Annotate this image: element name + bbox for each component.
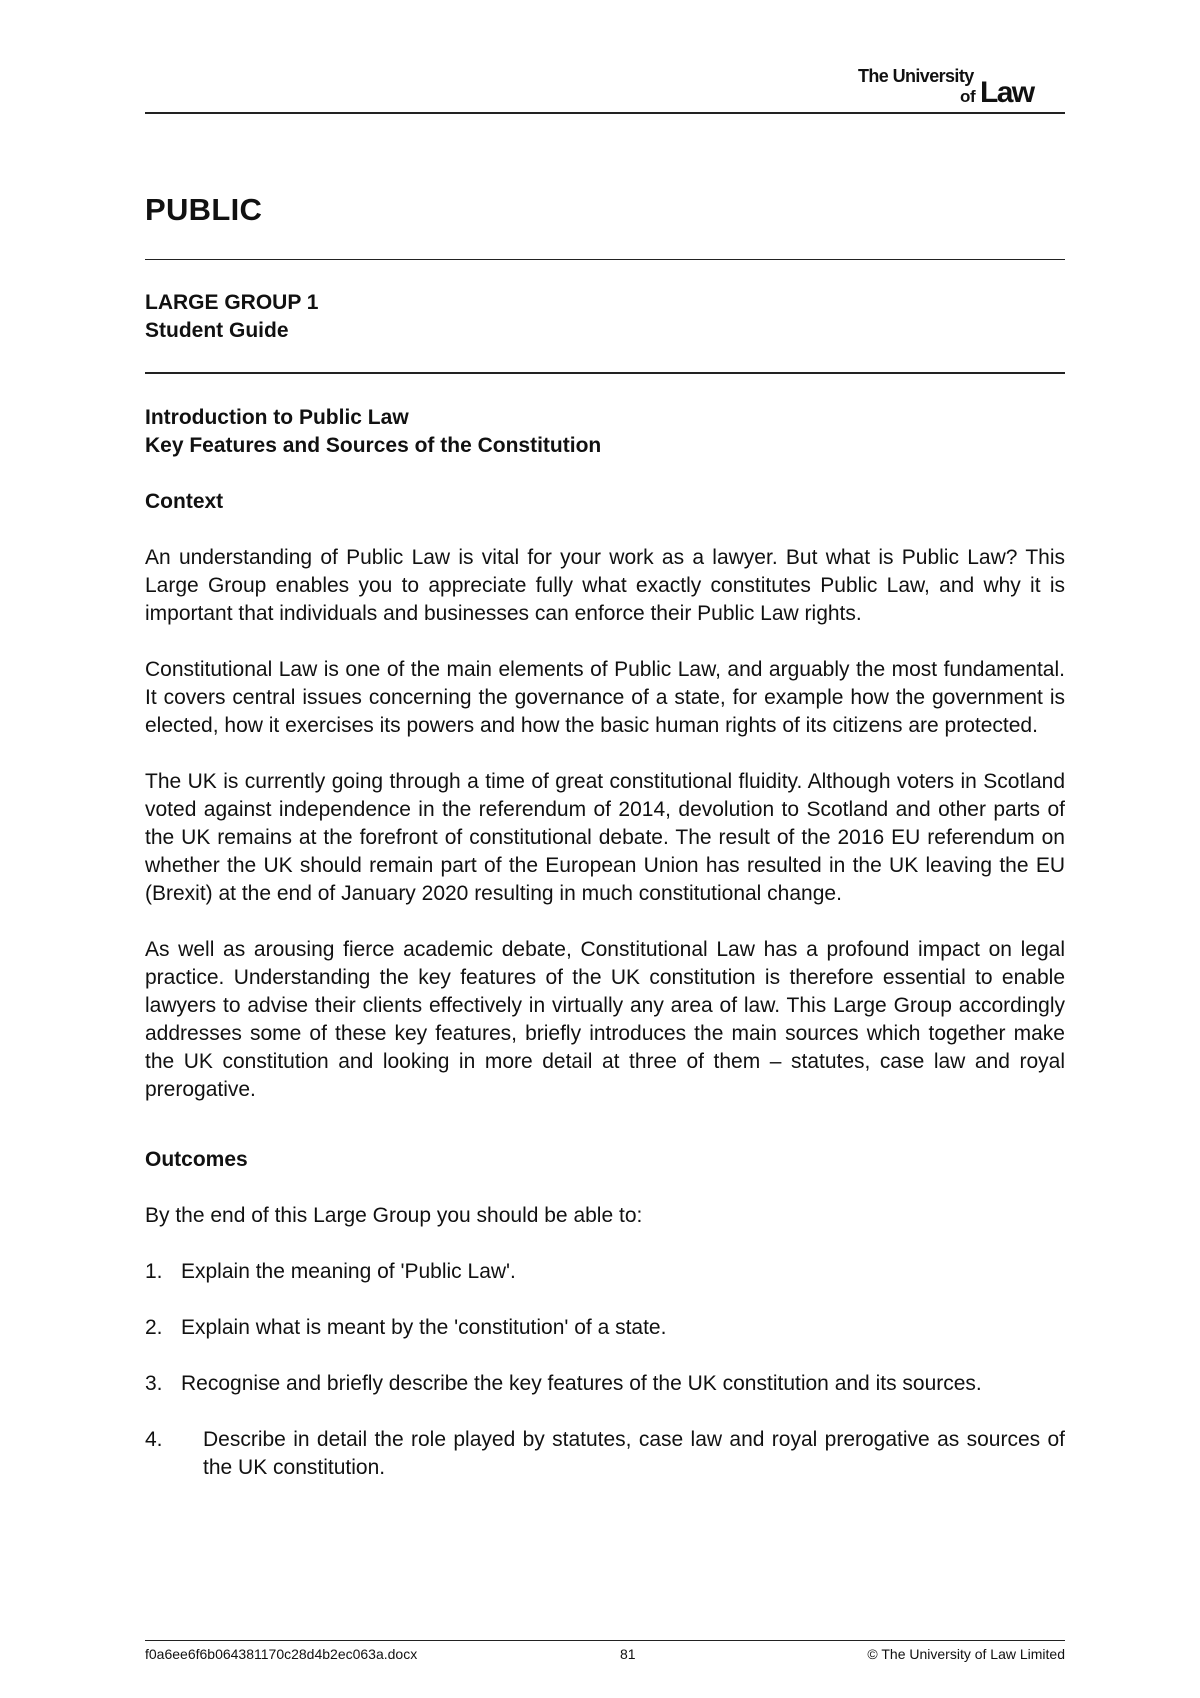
footer-copyright: © The University of Law Limited — [867, 1646, 1065, 1662]
logo-of: of — [960, 87, 976, 106]
list-item-text: Recognise and briefly describe the key features of the UK constitution and its sources. — [181, 1372, 982, 1395]
context-heading: Context — [145, 490, 224, 513]
main-content — [145, 404, 1065, 1482]
list-item-text: Explain the meaning of 'Public Law'. — [181, 1260, 516, 1283]
header-divider — [145, 112, 1065, 114]
guide-type: Student Guide — [145, 319, 289, 342]
guide-block — [145, 289, 318, 345]
page-footer — [145, 1646, 1065, 1666]
list-item-number: 4. — [145, 1428, 163, 1451]
footer-page-number: 81 — [620, 1646, 636, 1662]
list-item — [145, 1426, 1065, 1482]
list-item-text: Describe in detail the role played by statutes, case law and royal prerogative as sources of the UK constitution. — [203, 1428, 1065, 1479]
context-paragraph-2: Constitutional Law is one of the main elements of Public Law, and arguably the most fundamental. It covers central issues concerning the governance of a state, for example how the government is elected, how it exercises its powers and how the basic human rights of its citizens are protected. — [145, 658, 1065, 737]
logo-line-1: The University — [858, 66, 974, 86]
footer-filename: f0a6ee6f6b064381170c28d4b2ec063a.docx — [145, 1646, 418, 1662]
guide-divider — [145, 372, 1065, 374]
university-logo — [858, 66, 1066, 106]
topic-title: Introduction to Public Law — [145, 406, 409, 429]
footer-divider — [145, 1640, 1065, 1641]
logo-law: Law — [980, 76, 1034, 106]
list-item-number: 1. — [145, 1260, 163, 1283]
outcomes-list — [145, 1258, 1065, 1482]
list-item — [145, 1370, 1065, 1398]
topic-heading — [145, 404, 1065, 460]
list-item-number: 2. — [145, 1316, 163, 1339]
context-paragraph-1: An understanding of Public Law is vital for your work as a lawyer. But what is Public Law? This Large Group enables you to appreciate fully what exactly constitutes Public Law, and why it is important that individuals and businesses can enforce their Public Law rights. — [145, 546, 1065, 625]
context-paragraph-3: The UK is currently going through a time of great constitutional fluidity. Although voters in Scotland voted against independence in the referendum of 2014, devolution to Scotland and other parts of the UK remains at the forefront of constitutional debate. The result of the 2016 EU referendum on whether the UK should remain part of the European Union has resulted in the UK leaving the EU (Brexit) at the end of January 2020 resulting in much constitutional change. — [145, 770, 1065, 905]
list-item — [145, 1314, 1065, 1342]
context-paragraph-4: As well as arousing fierce academic debate, Constitutional Law has a profound impact on legal practice. Understanding the key features of the UK constitution is therefore essential to enable lawyers to advise their clients effectively in virtually any area of law. This Large Group accordingly addresses some of these key features, briefly introduces the main sources which together make the UK constitution and looking in more detail at three of them – statutes, case law and royal prerogative. — [145, 938, 1065, 1101]
outcomes-intro: By the end of this Large Group you should be able to: — [145, 1204, 643, 1227]
document-title: PUBLIC — [145, 192, 263, 227]
outcomes-heading: Outcomes — [145, 1148, 248, 1171]
list-item-number: 3. — [145, 1372, 163, 1395]
list-item — [145, 1258, 1065, 1286]
list-item-text: Explain what is meant by the 'constitution' of a state. — [181, 1316, 667, 1339]
title-divider — [145, 259, 1065, 260]
topic-subtitle: Key Features and Sources of the Constitution — [145, 434, 602, 457]
group-label: LARGE GROUP 1 — [145, 291, 319, 314]
